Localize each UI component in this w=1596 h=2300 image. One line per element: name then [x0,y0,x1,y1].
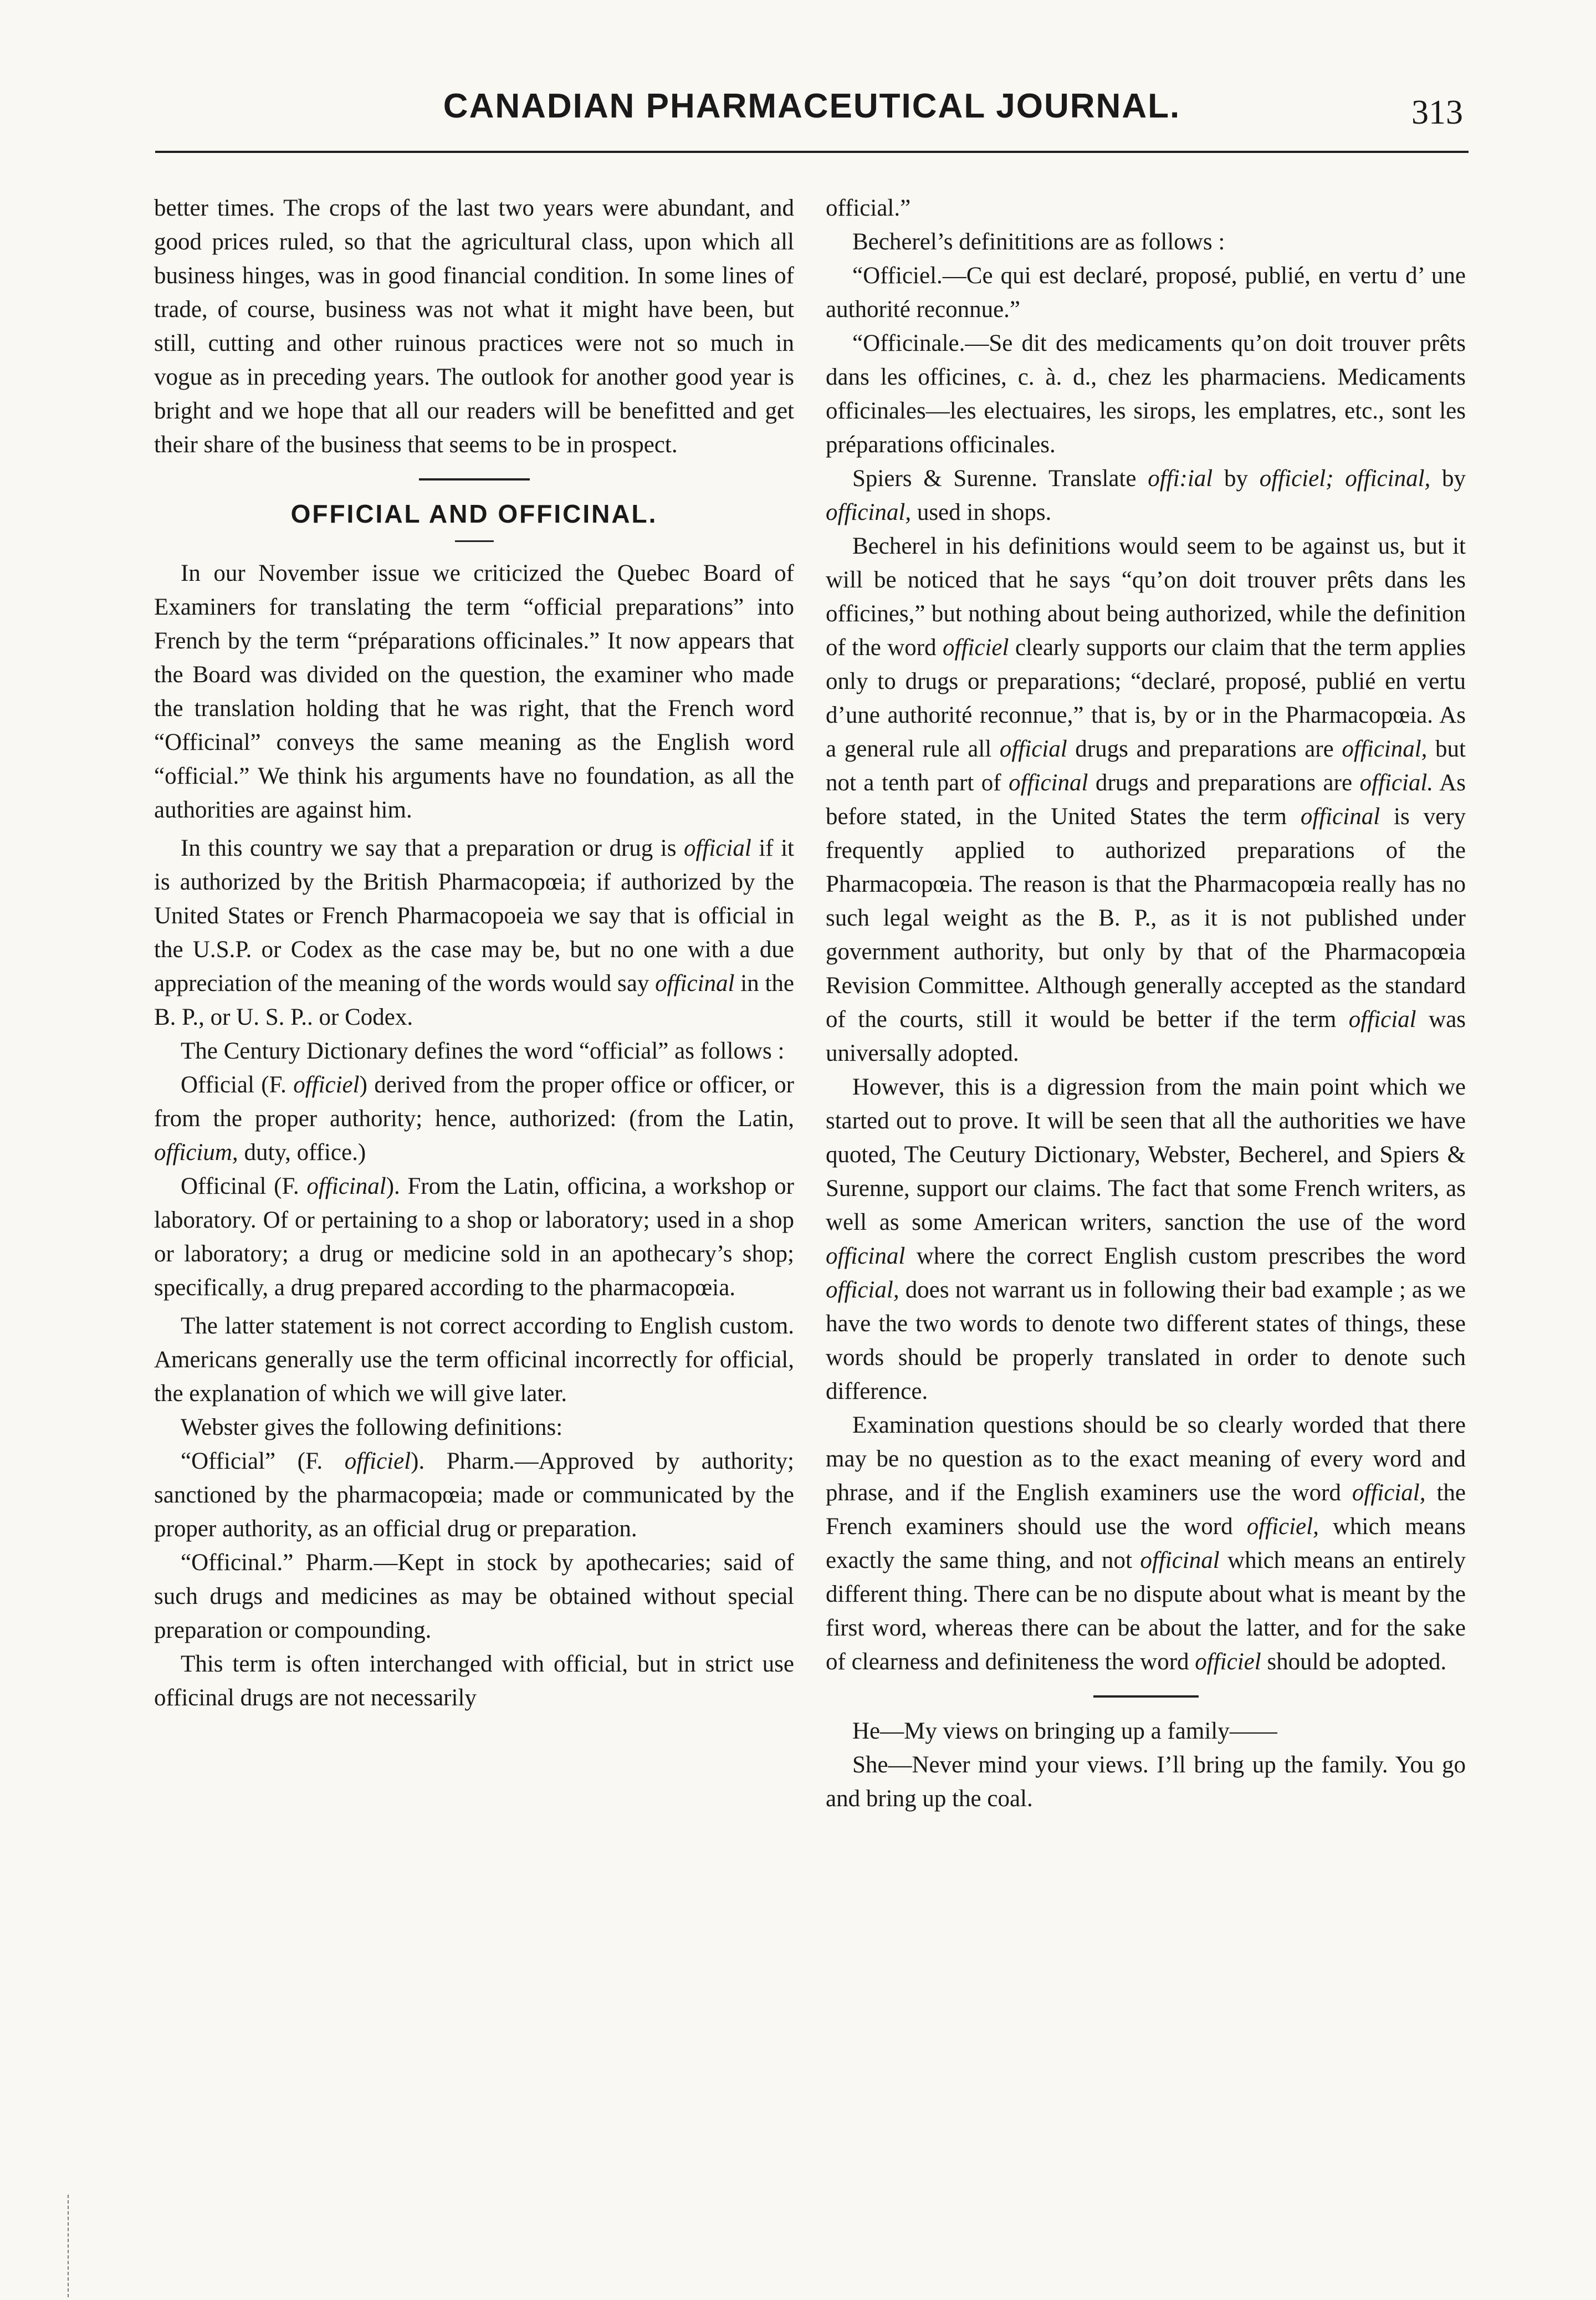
intro-paragraph: better times. The crops of the last two years were abundant, and good prices ruled, so that the agricultural class, upon which all business hinges, was in good financial condition. In some lines of trade, of course, business was not what it might have been, but still, cutting and other ruinous practices were not so much in vogue as in preceding years. The outlook for another good year is bright and we hope that all our readers will be benefitted and get their share of the business that seems to be in prospect. [154,195,794,458]
text-run: Becherel in his definitions would seem to be against us, but it will be noticed that he says “qu’on doit trouver prêts dans les officines,” but nothing about being authorized, while the definition of the word [826,533,1466,661]
article-heading: OFFICIAL AND OFFICINAL. [290,499,658,528]
text-run: should be adopted. [1261,1649,1447,1675]
italic-term: officiel [1195,1649,1261,1675]
joke-line: He—My views on bringing up a family—— [852,1718,1277,1744]
article-paragraph [826,529,1466,1070]
heading-underline [455,540,494,542]
text-run: does not warrant us in following their bad example ; as we have the two words to denote two different states of things, these words should be properly translated in order to denote such difference. [826,1277,1466,1404]
italic-term: officiel [943,635,1009,661]
italic-term: officinal [1009,770,1088,796]
italic-term: officiel; [1259,466,1334,492]
italic-term: officinal, [1345,466,1431,492]
article-paragraph: The Century Dictionary defines the word “official” as follows : [181,1038,785,1064]
text-run: In this country we say that a preparation or drug is [181,835,684,861]
italic-term: officiel [293,1072,360,1098]
article-paragraph: In our November issue we criticized the Quebec Board of Examiners for translating the term “official preparations” into French by the term “préparations officinales.” It now appears that the Board was divided on the question, the examiner who made the translation holding that he was right, that the French word “Officinal” conveys the same meaning as the English word “official.” We think his arguments have no foundation, as all the authorities are against him. [154,560,794,823]
text-run: in the B. P., or U. S. P.. or Codex. [154,970,794,1030]
italic-term: offi:ial [1148,466,1213,492]
text-run [1333,466,1345,492]
italic-term: officinal [1140,1547,1220,1573]
text-run: Official (F. [181,1072,294,1098]
text-run: ). From the Latin, officina, a workshop or laboratory. Of or pertaining to a shop or laboratory; used in a shop or laboratory; a drug or medicine sold in an apothecary’s shop; specifically, a drug prepared according to the pharmacopœia. [154,1173,795,1301]
text-run: Officinal (F. [181,1173,307,1199]
italic-term: officinal [1300,804,1380,830]
section-divider [419,478,530,481]
article-paragraph: official.” [826,195,911,221]
definition-paragraph: “Officiel.—Ce qui est declaré, proposé, publié, en vertu d’ une authorité reconnue.” [826,263,1466,323]
text-run: used in shops. [911,499,1052,525]
section-divider [1093,1695,1199,1698]
article-paragraph: This term is often interchanged with official, but in strict use officinal drugs are not necessarily [154,1651,794,1711]
text-run: if it is authorized by the British Pharmacopœia; if authorized by the United States or French Pharmacopoeia we say that is official in the U.S.P. or Codex as the case may be, but no one with a due appreciation of the meaning of the words would say [154,835,794,996]
italic-term: officinal [826,1243,906,1269]
article-paragraph [826,462,1466,529]
text-run: by [1213,466,1260,492]
italic-term: officiel [344,1448,411,1474]
page-header [155,83,1469,139]
article-paragraph: The latter statement is not correct according to English custom. Americans generally use the term officinal incorrectly for official, the explanation of which we will give later. [154,1313,794,1407]
article-paragraph [826,1408,1466,1679]
definition-paragraph [154,1068,794,1169]
definition-paragraph: “Officinale.—Se dit des medicaments qu’on doit trouver prêts dans les officines, c. à. d., chez les pharmaciens. Medicaments officinales—les electuaires, les sirops, les emplatres, etc., sont les préparations officinales. [826,330,1466,458]
italic-term: official [1348,1006,1416,1033]
text-run: ) derived from the proper office or officer, or from the proper authority; hence, authorized: (from the Latin, [154,1072,794,1132]
text-run: drugs and preparations are [1088,770,1360,796]
italic-term: official, [1352,1480,1426,1506]
text-run: duty, office.) [238,1139,366,1166]
right-column [826,191,1466,1816]
italic-term: official, [826,1277,899,1303]
italic-term: officinal [306,1173,386,1199]
page-edge-mark [68,2195,70,2297]
text-run: is very frequently applied to authorized preparations of the Pharmacopœia. The reason is that the Pharmacopœia really has no such legal weight as the B. P., as it is not published under government authority, but only by that of the Pharmacopœia Revision Committee. Although generally accepted as the standard of the courts, still it would be better if the term [826,804,1466,1033]
article-paragraph [826,1070,1466,1408]
italic-term: official [683,835,751,861]
text-run: which means exactly the same thing, and not [826,1514,1466,1573]
text-run: was universally adopted. [826,1006,1466,1066]
text-run: Examination questions should be so clearly worded that there may be no question as to the exact meaning of every word and phrase, and if the English examiners use the word [826,1412,1466,1506]
journal-title: CANADIAN PHARMACEUTICAL JOURNAL. [443,87,1181,125]
italic-term: official. [1359,770,1434,796]
italic-term: officium, [154,1139,238,1166]
text-run: “Official” (F. [181,1448,345,1474]
text-run: drugs and preparations are [1067,736,1342,762]
header-rule [155,151,1469,153]
text-run: which means an entirely different thing. There can be no dispute about what is meant by the first word, whereas there can be about the latter, and for the sake of clearness and definiteness the word [826,1547,1466,1675]
left-column [154,191,794,1715]
text-run: but not a tenth part of [826,736,1466,796]
text-run: clearly supports our claim that the term applies only to drugs or preparations; “declaré, proposé, publié en vertu d’une authorité reconnue,” that is, by or in the Pharmacopœia. As a general rule all [826,635,1466,762]
joke-line: She—Never mind your views. I’ll bring up the family. You go and bring up the coal. [826,1752,1466,1812]
article-paragraph: Becherel’s definititions are as follows : [852,229,1225,255]
definition-paragraph: “Officinal.” Pharm.—Kept in stock by apothecaries; said of such drugs and medicines as may be obtained without special preparation or compounding. [154,1550,794,1643]
text-run: by [1430,466,1466,492]
definition-paragraph [154,1169,794,1305]
definition-paragraph [154,1444,794,1546]
article-paragraph [154,831,794,1034]
page-number: 313 [1411,94,1463,131]
text-run: ). Pharm.—Approved by authority; sanctioned by the pharmacopœia; made or communicated by the proper authority, as an official drug or preparation. [154,1448,794,1542]
text-run: However, this is a digression from the main point which we started out to prove. It will be seen that all the authorities we have quoted, The Ceutury Dictionary, Webster, Becherel, and Spiers & Surenne, support our claims. The fact that some French writers, as well as some American writers, sanction the use of the word [826,1074,1466,1235]
article-paragraph: Webster gives the following definitions: [181,1414,563,1440]
text-run: the French examiners should use the word [826,1480,1466,1540]
italic-term: officinal [655,970,735,996]
italic-term: officiel, [1246,1514,1319,1540]
text-run: Spiers & Surenne. Translate [852,466,1148,492]
text-run: As before stated, in the United States the term [826,770,1466,830]
text-run: where the correct English custom prescribes the word [905,1243,1466,1269]
italic-term: official [999,736,1067,762]
italic-term: officinal, [1342,736,1428,762]
italic-term: officinal, [826,499,912,525]
